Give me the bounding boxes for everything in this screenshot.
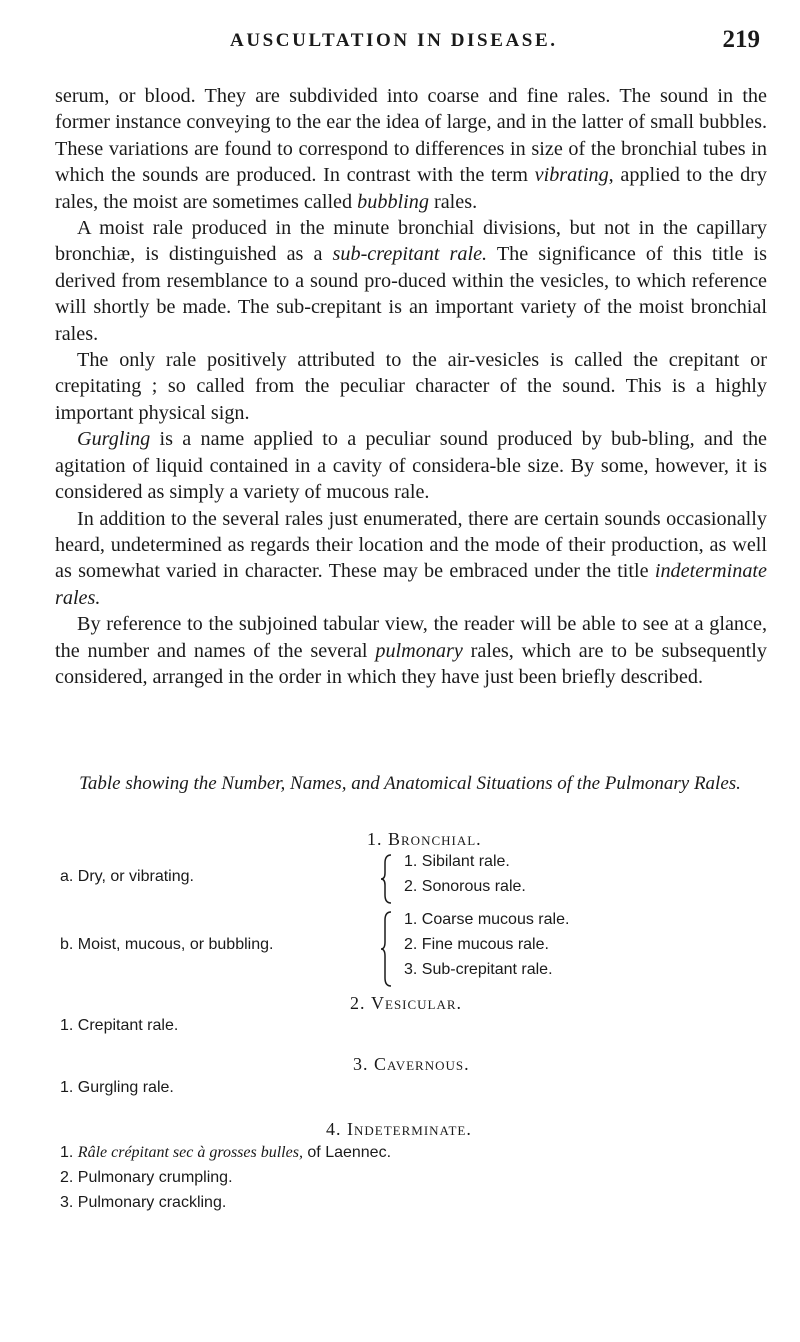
section-title: Vesicular. (371, 993, 463, 1013)
list-item (60, 1169, 233, 1187)
list-item: 1. Gurgling rale. (60, 1079, 174, 1096)
item-text: Pulmonary crumpling. (77, 1169, 233, 1186)
section-number: 3. (353, 1054, 369, 1074)
list-item: 3. Sub-crepitant rale. (404, 961, 553, 978)
list-item (60, 1194, 226, 1212)
text-run: By reference to the subjoined tabular view, the reader will be able to see at a glance, the number and names of the several (55, 613, 767, 662)
section-heading-vesicular (350, 993, 462, 1014)
paragraph (55, 83, 767, 215)
text-run: A moist rale produced in the minute bronchial divisions, but not in the capillary bronchiæ, is distinguished as a (55, 217, 767, 266)
paragraph (55, 347, 767, 426)
paragraph (55, 426, 767, 505)
list-item: 1. Crepitant rale. (60, 1017, 179, 1034)
brace-icon (381, 853, 395, 905)
italic-text: pulmonary (375, 639, 463, 662)
section-title: Indeterminate. (347, 1119, 472, 1139)
italic-text: bubbling (357, 190, 429, 213)
item-text: Pulmonary crackling. (77, 1194, 227, 1211)
section-number: 2. (350, 993, 366, 1013)
text-run: rales, which are to be subsequently considered, arranged in the order in which they have just been briefly described. (55, 639, 767, 688)
page-number: 219 (722, 26, 760, 53)
item-text: of Laennec. (302, 1144, 392, 1161)
paragraph (55, 506, 767, 612)
text-run: , applied to the dry rales, the moist are sometimes called (55, 164, 768, 213)
paragraph (55, 215, 767, 347)
section-heading-cavernous (353, 1054, 470, 1075)
item-italic-text: Râle crépitant sec à grosses bulles, (77, 1144, 303, 1161)
italic-text: Gurgling (77, 428, 151, 451)
section-title: Bronchial. (388, 829, 482, 849)
item-number: 1. (60, 1144, 74, 1161)
section-heading-bronchial (367, 829, 482, 850)
list-item: 1. Coarse mucous rale. (404, 911, 570, 928)
list-item: 2. Fine mucous rale. (404, 936, 549, 953)
text-run: In addition to the several rales just enumerated, there are certain sounds occasionally heard, undetermined as regards their location and the mode of their production, as well as somewhat varied in character. These may be embraced under the title (55, 507, 767, 583)
dry-rales-label: a. Dry, or vibrating. (60, 868, 194, 885)
item-number: 2. (60, 1169, 74, 1186)
text-run: The significance of this title is derived from resemblance to a sound pro-duced within the vesicles, to which reference will shortly be made. The sub-crepitant is an important variety of the moist bronchial rales. (55, 243, 768, 345)
text-run: serum, or blood. They are subdivided into coarse and fine rales. The sound in the former instance conveying to the ear the idea of large, and in the latter of small bubbles. These variations are found to correspond to differences in size of the bronchial tubes in which the sounds are produced. In contrast with the term (55, 85, 767, 187)
moist-rales-label: b. Moist, mucous, or bubbling. (60, 936, 274, 953)
section-number: 4. (326, 1119, 342, 1139)
text-run: rales. (428, 190, 478, 213)
italic-text: sub-crepitant rale. (332, 243, 488, 266)
text-run: is a name applied to a peculiar sound produced by bub-bling, and the agitation of liquid contained in a cavity of considera-ble size. By some, however, it is considered as simply a variety of mucous rale. (55, 428, 767, 504)
section-number: 1. (367, 829, 383, 849)
list-item (60, 1144, 391, 1162)
paragraph (55, 611, 767, 690)
section-heading-indeterminate (326, 1119, 472, 1140)
running-title: AUSCULTATION IN DISEASE. (230, 30, 558, 51)
list-item: 2. Sonorous rale. (404, 878, 526, 895)
body-text (55, 83, 767, 690)
italic-text: indeterminate rales. (55, 560, 767, 609)
item-number: 3. (60, 1194, 74, 1211)
running-header (230, 26, 760, 60)
list-item: 1. Sibilant rale. (404, 853, 510, 870)
text-run: The only rale positively attributed to the air-vesicles is called the crepitant or crepitating ; so called from the peculiar character of the sound. This is a highly important physical sign. (55, 349, 767, 424)
table-caption: Table showing the Number, Names, and Anatomical Situations of the Pulmonary Rales. (79, 773, 741, 794)
section-title: Cavernous. (374, 1054, 470, 1074)
italic-text: vibrating (534, 164, 609, 187)
brace-icon (381, 910, 395, 988)
